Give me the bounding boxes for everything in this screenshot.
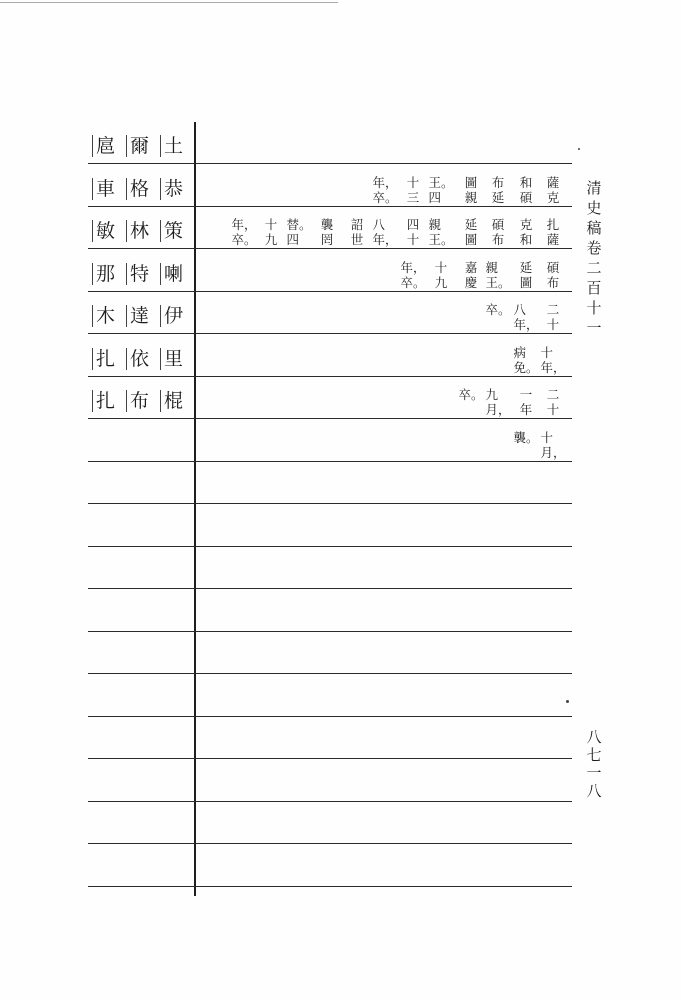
record-column	[487, 175, 509, 205]
record-column	[487, 302, 509, 317]
name-character: 爾	[126, 135, 154, 157]
table-row	[88, 165, 572, 207]
record-column	[515, 430, 537, 445]
table-row	[88, 547, 572, 589]
record-text: 二 十	[546, 387, 560, 417]
record-column	[487, 217, 509, 247]
record-column	[430, 217, 452, 247]
record-text: 薩 克	[546, 174, 560, 205]
record-text: 襲 罔	[320, 217, 334, 247]
record-column	[460, 260, 482, 290]
name-character: 扎	[92, 390, 120, 412]
name-character: 達	[126, 305, 154, 327]
record-column	[402, 175, 424, 205]
record-text: 八 年，	[372, 217, 398, 247]
record-text: 十 九	[264, 217, 278, 247]
noble-name	[92, 263, 188, 285]
record-column	[542, 345, 564, 375]
record-column	[542, 430, 564, 460]
record-column	[374, 217, 396, 247]
name-character: 布	[126, 390, 154, 412]
noble-name	[92, 178, 188, 200]
record-text: 襲。	[513, 429, 539, 445]
record-column	[316, 217, 338, 247]
record-column	[515, 175, 537, 205]
table-row	[88, 505, 572, 547]
noble-name	[92, 305, 188, 327]
name-character: 里	[160, 348, 188, 370]
name-character: 恭	[160, 178, 188, 200]
name-character: 土	[160, 135, 188, 157]
record-column	[515, 387, 537, 417]
record-column	[288, 217, 310, 247]
table-row	[88, 250, 572, 292]
record-column	[346, 217, 368, 247]
record-text: 年， 卒。	[231, 217, 257, 247]
record-text: 圖 親	[464, 174, 478, 205]
record-text: 卒。	[458, 387, 484, 402]
noble-name	[92, 220, 188, 242]
record-column	[542, 175, 564, 205]
record-text: 卒。	[485, 302, 511, 317]
table-row	[88, 632, 572, 674]
record-text: 九 月，	[485, 387, 511, 417]
name-character: 那	[92, 263, 120, 285]
table-row	[88, 292, 572, 334]
record-text: 扎 薩	[546, 217, 560, 247]
record-column	[515, 345, 537, 375]
record-text: 碩 布	[491, 217, 505, 247]
record-column	[402, 217, 424, 247]
name-character: 敏	[92, 220, 120, 242]
table-row	[88, 717, 572, 759]
record-text: 親 王。	[428, 217, 454, 247]
page-number: 八 七 一 八	[586, 728, 602, 800]
record-column	[515, 302, 537, 332]
name-character: 特	[126, 263, 154, 285]
noble-name	[92, 135, 188, 157]
record-text: 和 碩	[519, 174, 533, 205]
name-character: 車	[92, 178, 120, 200]
record-text: 王。 四	[428, 174, 454, 205]
name-character: 格	[126, 178, 154, 200]
record-text: 四 十	[406, 217, 420, 247]
noble-name	[92, 348, 188, 370]
name-character: 林	[126, 220, 154, 242]
name-character: 喇	[160, 263, 188, 285]
record-text: 布 延	[491, 174, 505, 205]
table-row	[88, 420, 572, 462]
record-text: 二 十	[546, 302, 560, 332]
record-column	[542, 387, 564, 417]
record-column	[460, 217, 482, 247]
table-row	[88, 760, 572, 802]
table-row	[88, 675, 572, 717]
record-column	[430, 175, 452, 205]
record-text: 八 年，	[513, 302, 539, 332]
name-character: 扈	[92, 135, 120, 157]
top-edge-rule	[0, 2, 338, 3]
table-row	[88, 590, 572, 632]
record-column	[542, 302, 564, 332]
record-column	[460, 175, 482, 205]
record-column	[402, 260, 424, 290]
table-row	[88, 207, 572, 249]
genealogy-table	[88, 122, 572, 908]
record-text: 十 三	[406, 174, 420, 205]
record-column	[233, 217, 255, 247]
name-character: 扎	[92, 348, 120, 370]
record-text: 替。 四	[286, 217, 312, 247]
record-text: 延 圖	[519, 259, 533, 290]
table-row	[88, 335, 572, 377]
noble-name	[92, 390, 188, 412]
record-column	[542, 217, 564, 247]
record-text: 十 九	[434, 259, 448, 290]
table-row	[88, 845, 572, 887]
record-column	[430, 260, 452, 290]
record-text: 詔 世	[350, 217, 364, 247]
record-column	[515, 260, 537, 290]
record-column	[542, 260, 564, 290]
record-text: 親 王。	[485, 259, 511, 290]
table-row	[88, 802, 572, 844]
record-text: 病 免。	[513, 344, 539, 375]
name-character: 伊	[160, 305, 188, 327]
record-column	[460, 387, 482, 402]
record-column	[515, 217, 537, 247]
record-text: 十 年，	[540, 344, 566, 375]
record-column	[374, 175, 396, 205]
record-text: 一 年	[519, 387, 533, 417]
record-column	[487, 387, 509, 417]
record-text: 延 圖	[464, 217, 478, 247]
name-character: 木	[92, 305, 120, 327]
table-row	[88, 462, 572, 504]
record-text: 年， 卒。	[400, 259, 426, 290]
table-row	[88, 377, 572, 419]
ink-speck	[578, 148, 580, 150]
record-text: 十 月，	[540, 429, 566, 460]
record-text: 碩 布	[546, 259, 560, 290]
record-text: 嘉 慶	[464, 259, 478, 290]
name-character: 依	[126, 348, 154, 370]
record-column	[487, 260, 509, 290]
name-character: 策	[160, 220, 188, 242]
table-row	[88, 122, 572, 164]
name-character: 棍	[160, 390, 188, 412]
record-column	[260, 217, 282, 247]
running-title: 清 史 稿 卷 二 百 十 一	[586, 179, 602, 337]
record-text: 克 和	[519, 217, 533, 247]
record-text: 年， 卒。	[372, 174, 398, 205]
